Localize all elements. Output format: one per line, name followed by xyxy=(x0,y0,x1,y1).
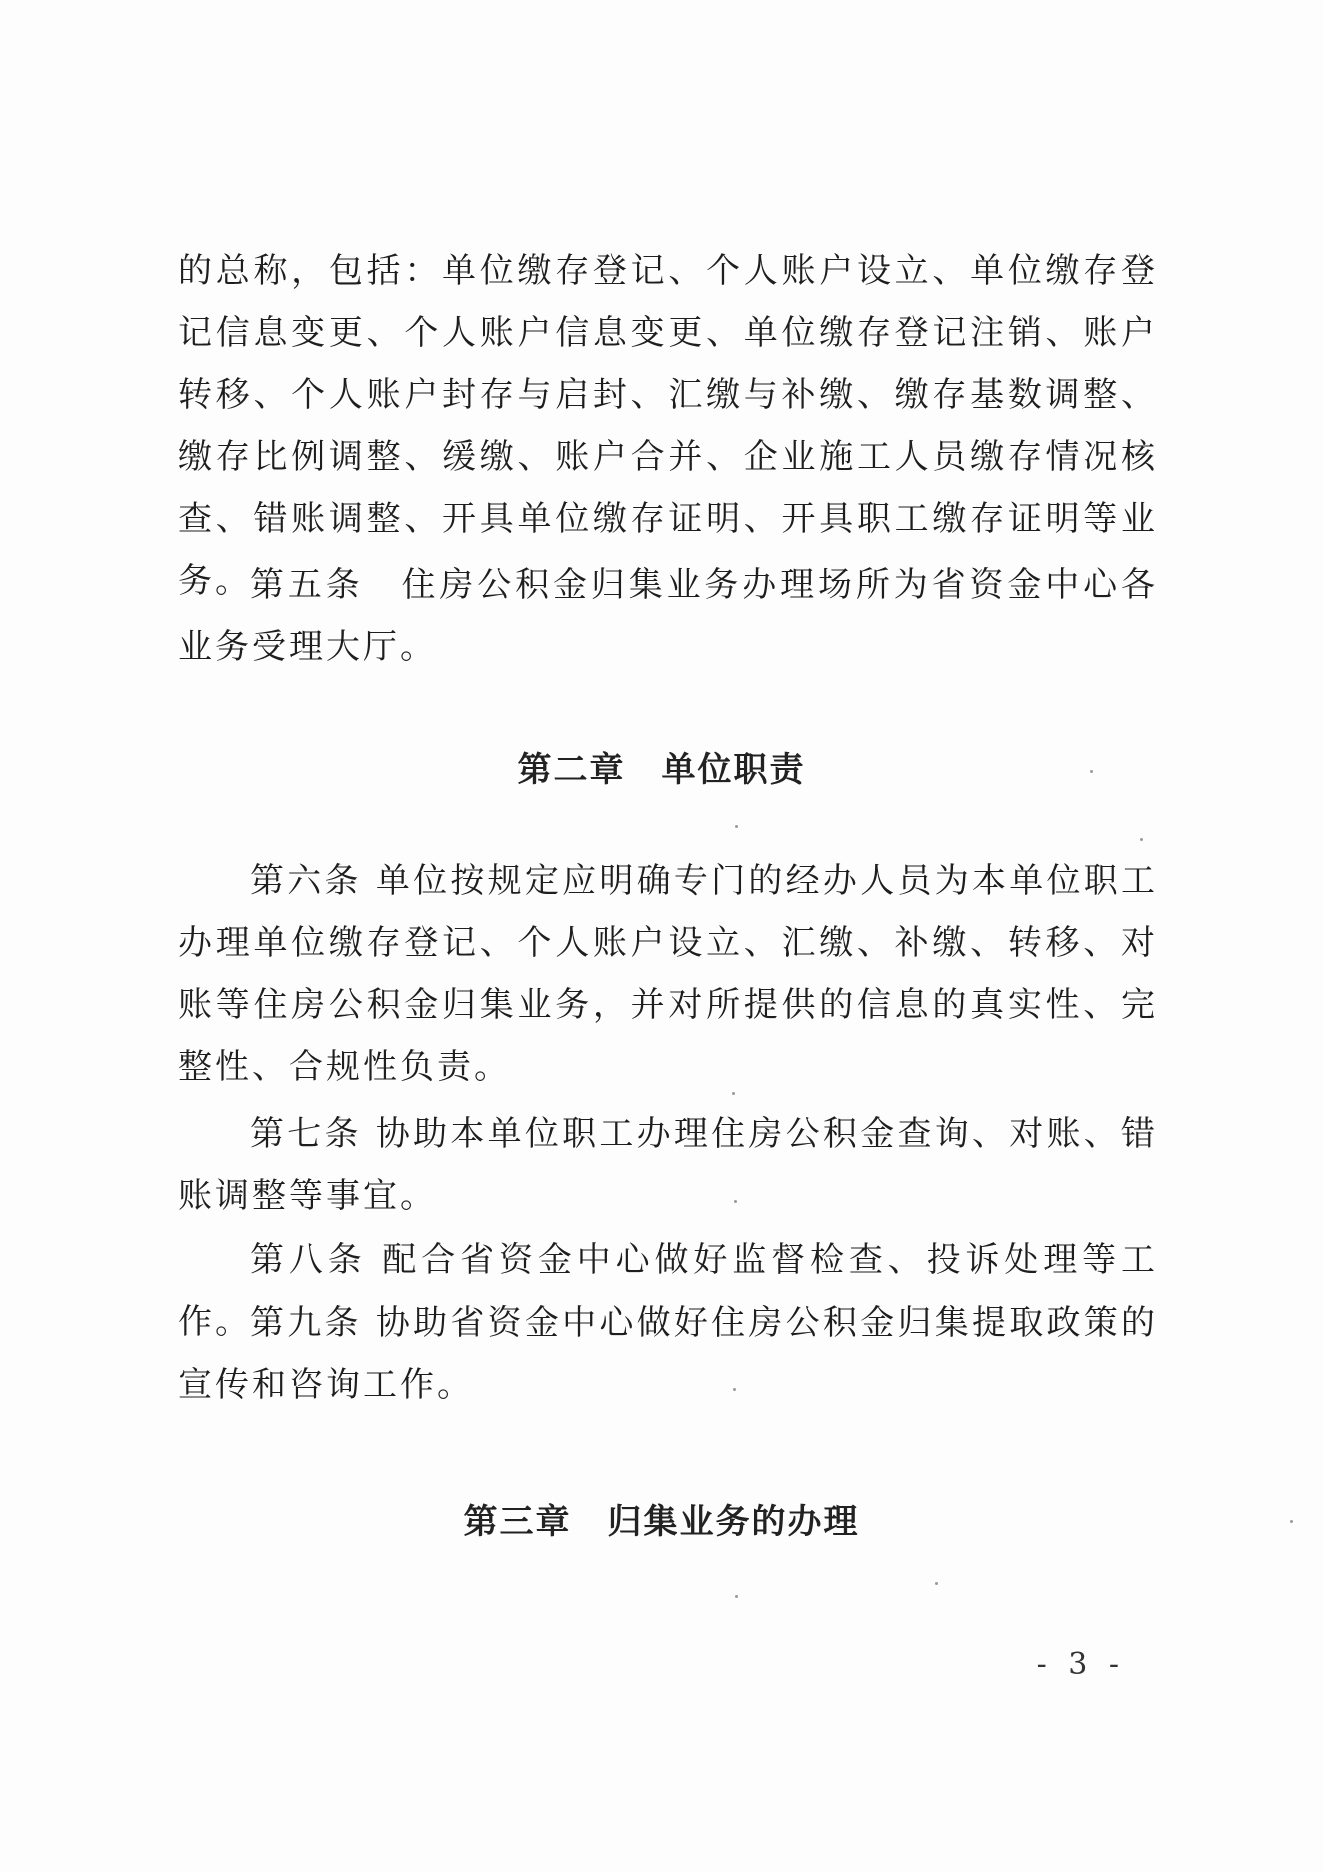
paragraph-article-7: 第七条 协助本单位职工办理住房公积金查询、对账、错账调整等事宜。 xyxy=(178,1114,1158,1216)
scan-speck xyxy=(1090,770,1093,773)
scan-speck xyxy=(735,1595,738,1598)
scan-speck xyxy=(732,1092,735,1095)
paragraph-article-5: 第五条 住房公积金归集业务办理场所为省资金中心各业务受理大厅。 xyxy=(178,565,1158,667)
chapter-2-number: 第二章 xyxy=(517,750,626,790)
paragraph-article-9: 第九条 协助省资金中心做好住房公积金归集提取政策的宣传和咨询工作。 xyxy=(178,1303,1158,1405)
chapter-3-number: 第三章 xyxy=(463,1502,572,1542)
scan-speck xyxy=(1140,838,1143,841)
scan-speck xyxy=(735,825,738,828)
scan-speck xyxy=(935,1582,938,1585)
paragraph-business-list: 的总称，包括：单位缴存登记、个人账户设立、单位缴存登记信息变更、个人账户信息变更、单位缴存登记注销、账户转移、个人账户封存与启封、汇缴与补缴、缴存基数调整、缴存比例调整、缓缴、账户合并、企业施工人员缴存情况核查、错账调整、开具单位缴存证明、开具职工缴存证明等业务。 xyxy=(178,251,1158,601)
scan-speck xyxy=(733,1388,736,1391)
paragraph-article-8: 第八条 配合省资金中心做好监督检查、投诉处理等工作。 xyxy=(178,1240,1158,1342)
scan-speck xyxy=(734,1200,737,1203)
chapter-3-title: 归集业务的办理 xyxy=(607,1502,860,1542)
chapter-3-heading xyxy=(0,1494,1323,1543)
scan-speck xyxy=(1290,1520,1293,1523)
chapter-2-heading xyxy=(0,742,1323,791)
chapter-2-title: 单位职责 xyxy=(661,750,806,790)
page-number: - 3 - xyxy=(1036,1647,1125,1682)
paragraph-article-6: 第六条 单位按规定应明确专门的经办人员为本单位职工办理单位缴存登记、个人账户设立、汇缴、补缴、转移、对账等住房公积金归集业务，并对所提供的信息的真实性、完整性、合规性负责。 xyxy=(178,861,1158,1087)
